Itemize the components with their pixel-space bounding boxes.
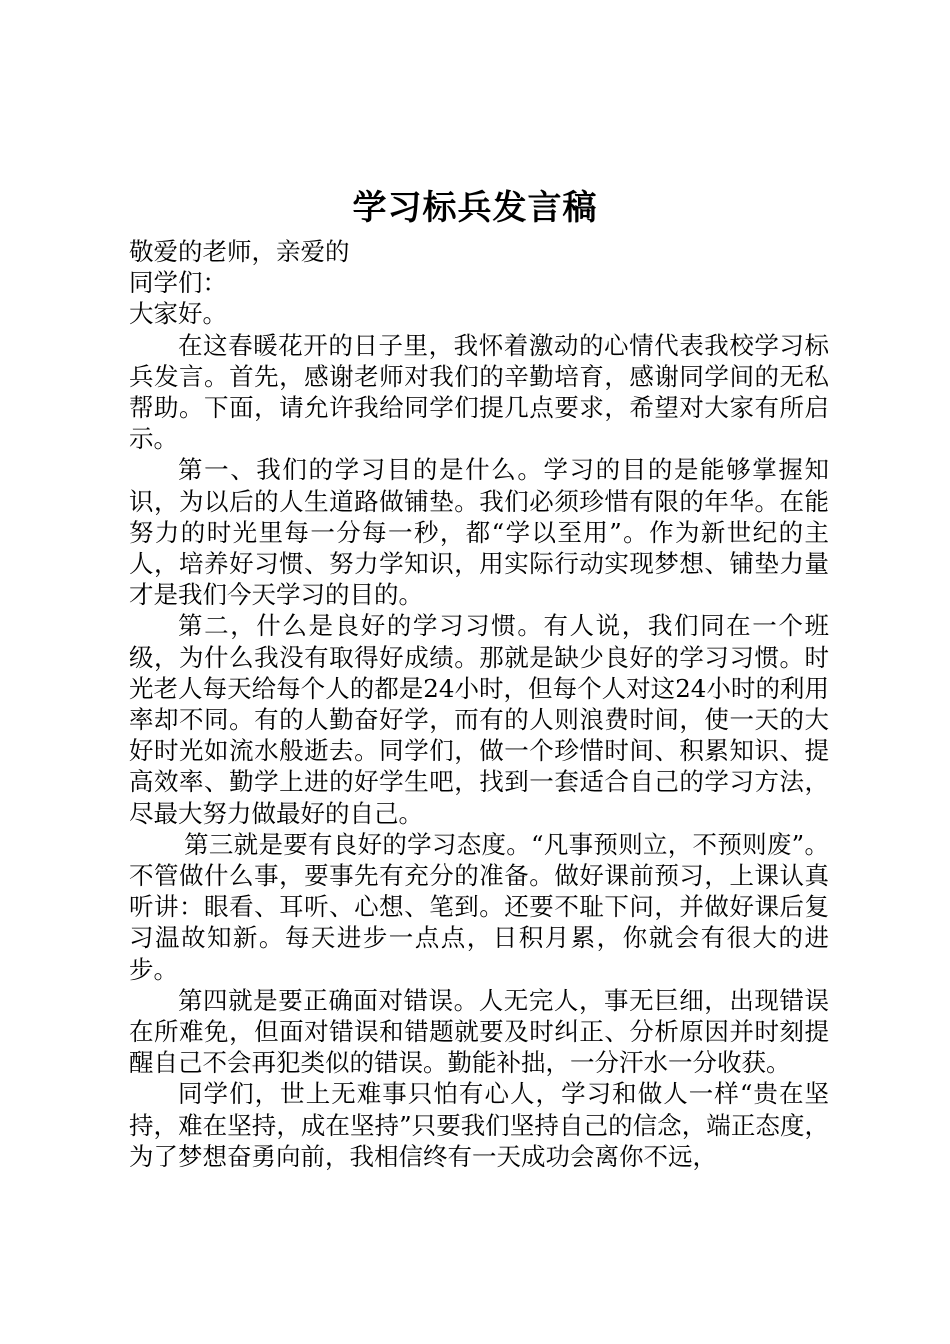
paragraph-first-point: 第一、我们的学习目的是什么。学习的目的是能够掌握知识，为以后的人生道路做铺垫。我们必须珍惜有限的年华。在能努力的时光里每一分每一秒，都“学以至用”。作为新世纪的主人，培养好习惯、努力学知识，用实际行动实现梦想、铺垫力量才是我们今天学习的目的。: [129, 455, 829, 610]
paragraph-intro: 在这春暖花开的日子里，我怀着激动的心情代表我校学习标兵发言。首先，感谢老师对我们的辛勤培育，感谢同学间的无私帮助。下面，请允许我给同学们提几点要求，希望对大家有所启示。: [129, 330, 829, 454]
document-body: [129, 236, 829, 1172]
salutation-line-2: 同学们：: [129, 268, 227, 298]
document-title: 学习标兵发言稿: [352, 188, 598, 228]
salutation-line-1: 敬爱的老师，亲爱的: [129, 237, 350, 266]
paragraph-second-point: 第二，什么是良好的学习习惯。有人说，我们同在一个班级，为什么我没有取得好成绩。那就是缺少良好的学习习惯。时光老人每天给每个人的都是24小时，但每个人对这24小时的利用率却不同。有的人勤奋好学，而有的人则浪费时间，使一天的大好时光如流水般逝去。同学们，做一个珍惜时间、积累知识、提高效率、勤学上进的好学生吧，找到一套适合自己的学习方法，尽最大努力做最好的自己。: [129, 611, 829, 828]
paragraph-fourth-point: 第四就是要正确面对错误。人无完人，事无巨细，出现错误在所难免，但面对错误和错题就要及时纠正、分析原因并时刻提醒自己不会再犯类似的错误。勤能补拙，一分汗水一分收获。: [129, 985, 829, 1078]
paragraph-third-point: 第三就是要有良好的学习态度。“凡事预则立，不预则废”。不管做什么事，要事先有充分的准备。做好课前预习，上课认真听讲：眼看、耳听、心想、笔到。还要不耻下问，并做好课后复习温故知新。每天进步一点点，日积月累，你就会有很大的进步。: [129, 829, 829, 984]
greeting-line: 大家好。: [129, 299, 227, 329]
paragraph-closing: 同学们，世上无难事只怕有心人，学习和做人一样“贵在坚持，难在坚持，成在坚持”只要我们坚持自己的信念，端正态度，为了梦想奋勇向前，我相信终有一天成功会离你不远，: [129, 1079, 829, 1171]
